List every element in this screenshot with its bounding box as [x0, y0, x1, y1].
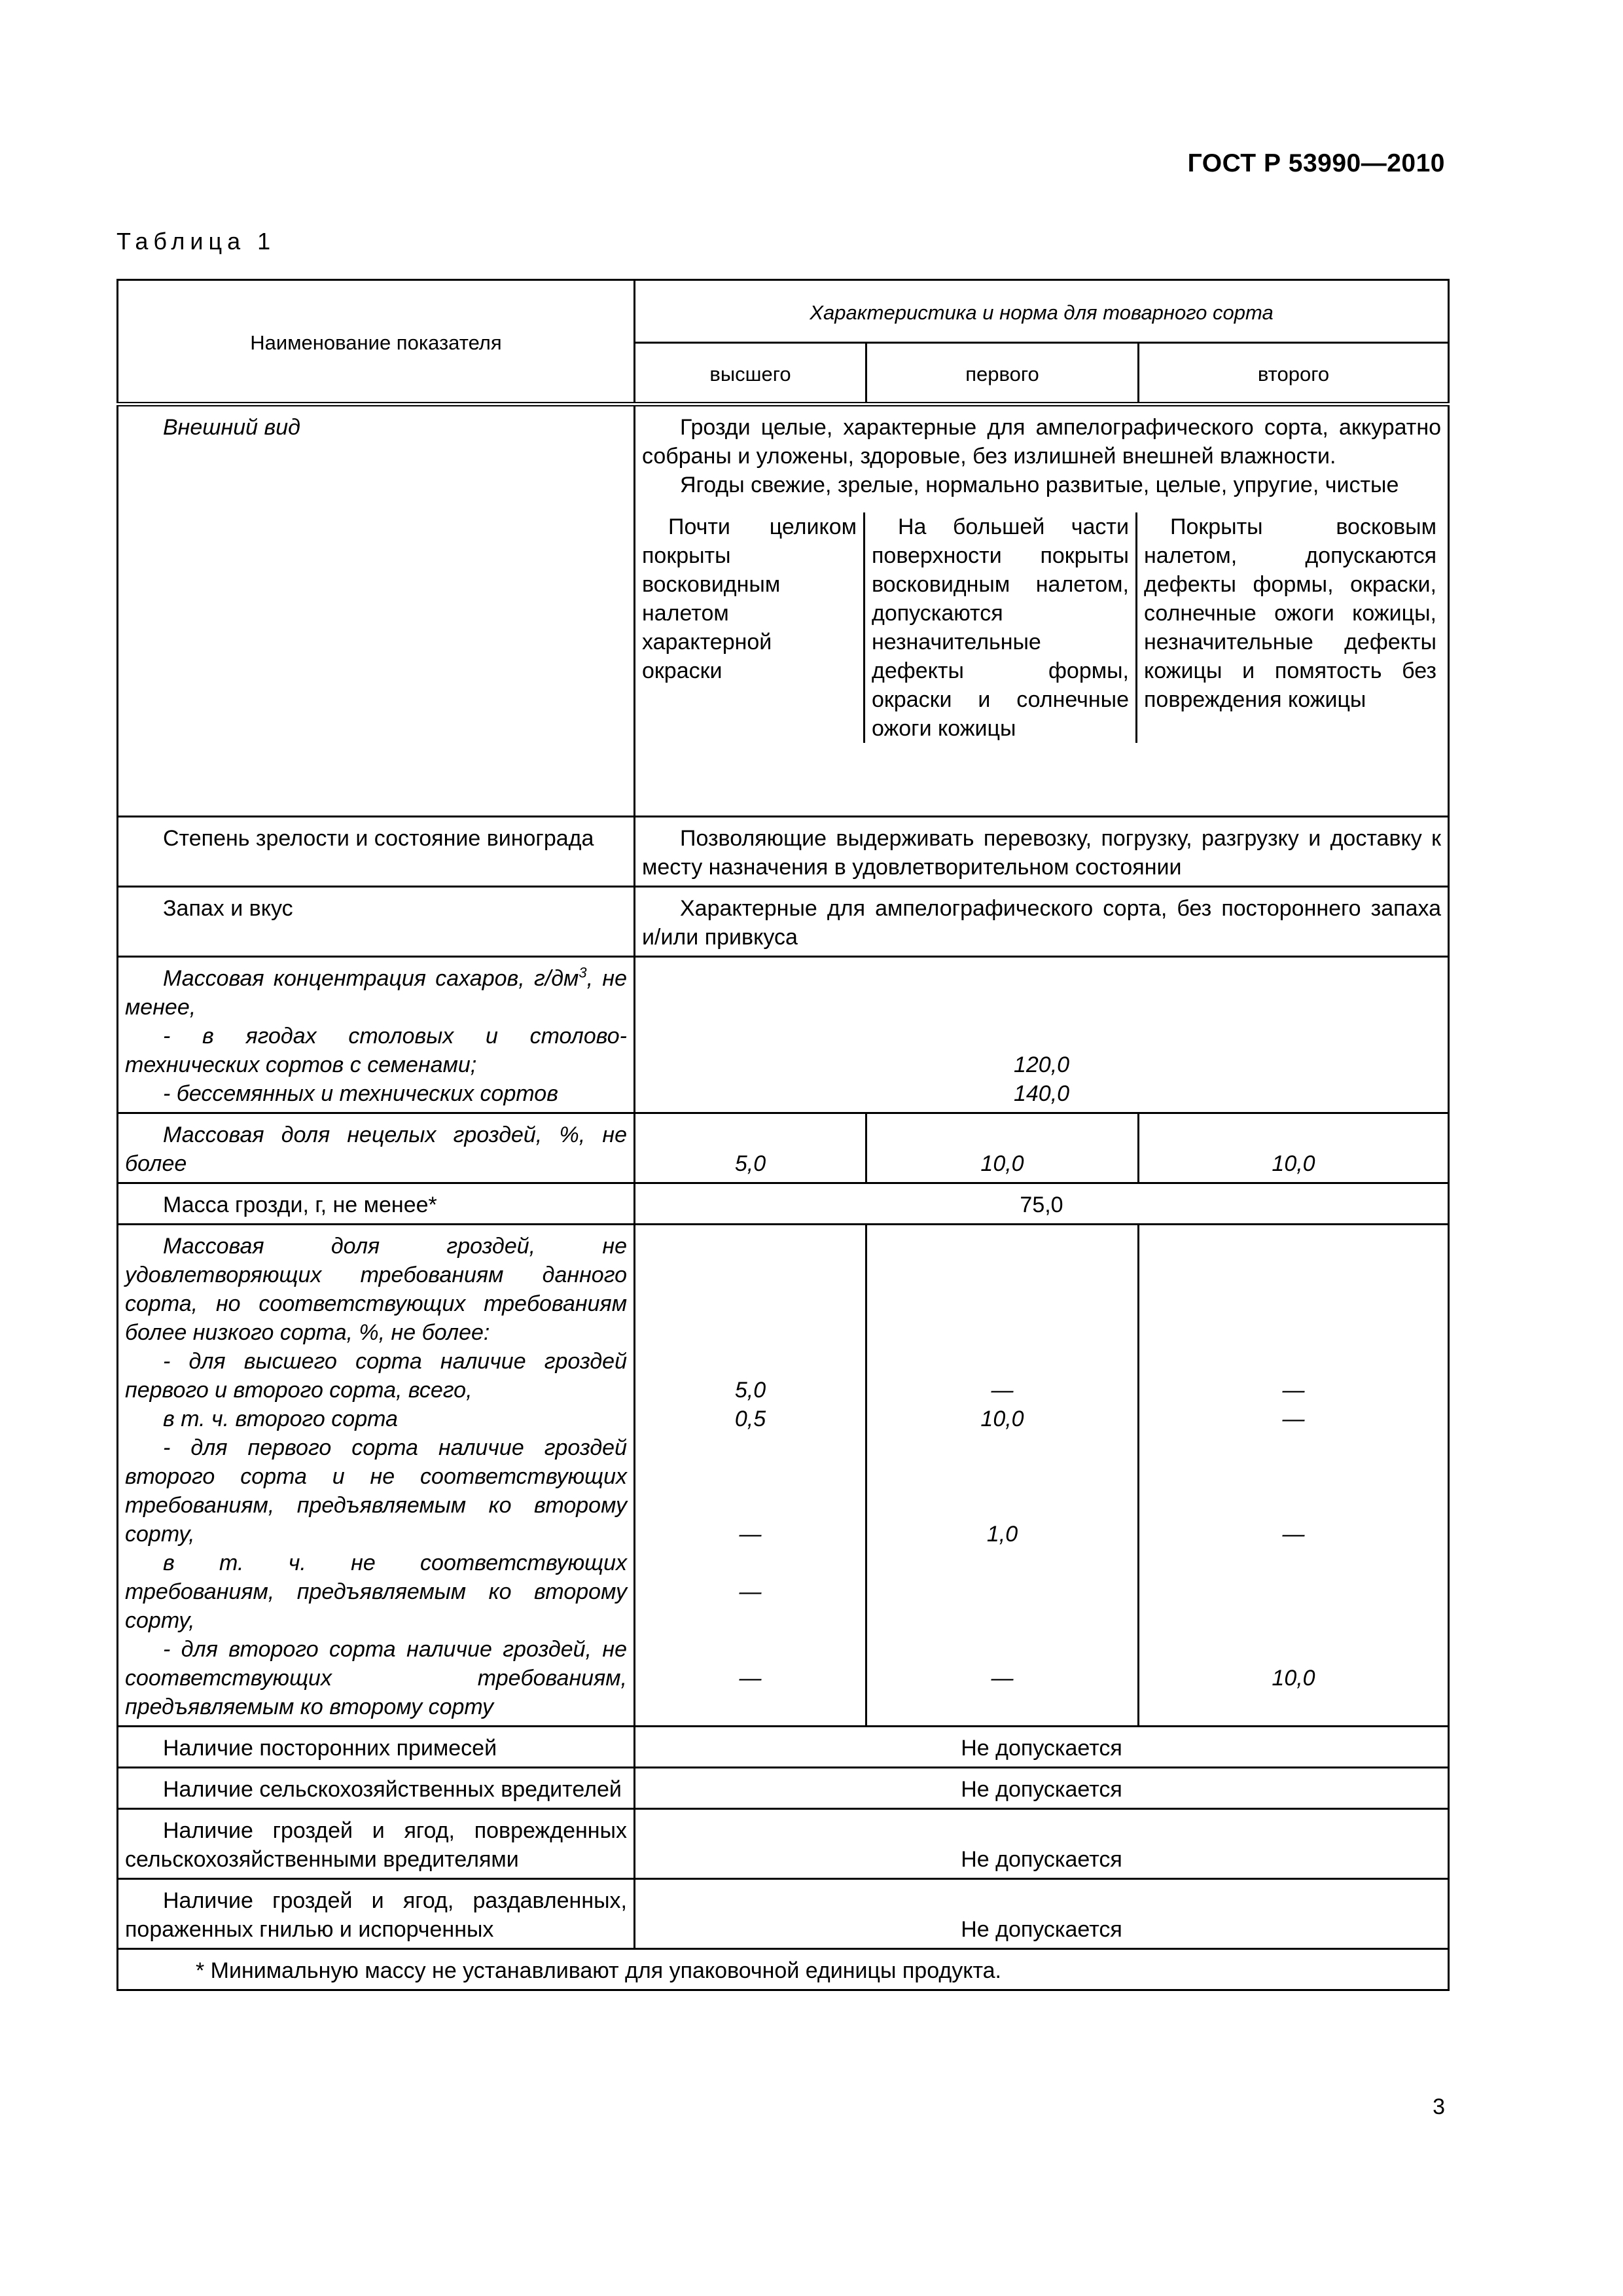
sugar-value-seedless: 140,0: [1013, 1081, 1070, 1106]
document-code: ГОСТ Р 53990—2010: [1187, 149, 1445, 177]
sugar-value-seeded: 120,0: [1013, 1052, 1070, 1077]
row-name: Массовая концентрация сахаров, $г/дм^3$, не менее, - в ягодах столовых и столово-технических сортов с семенами; - бессемянных и технических сортов: [118, 957, 635, 1113]
row-sugar: [118, 957, 1449, 1113]
value-second: 10,0: [1139, 1113, 1449, 1183]
row-value: Позволяющие выдерживать перевозку, погрузку, разгрузку и доставку к месту назначения в удовлетворительном состоянии: [635, 817, 1449, 887]
header-grade-group: Характеристика и норма для товарного сорта: [635, 280, 1449, 343]
value-highest: 5,0 0,5 — — —: [635, 1225, 866, 1727]
appearance-highest: Почти целиком покрыты восковидным налетом характерной окраски: [635, 512, 865, 743]
appearance-second: Покрыты восковым налетом, допускаются дефекты формы, окраски, солнечные ожоги кожицы, незначительные дефекты кожицы и помятость без повреждения кожицы: [1144, 514, 1436, 712]
row-name: Масса грозди, г, не менее*: [118, 1183, 635, 1225]
row-value: Не допускается: [635, 1879, 1449, 1949]
table-title: Таблица 1: [116, 228, 276, 255]
row-name: Степень зрелости и состояние винограда: [118, 817, 635, 887]
header-grade-second: второго: [1139, 343, 1449, 404]
header-grade-highest: высшего: [635, 343, 866, 404]
row-name: Наличие гроздей и ягод, раздавленных, пораженных гнилью и испорченных: [118, 1879, 635, 1949]
header-grade-first: первого: [866, 343, 1139, 404]
row-footnote: [118, 1949, 1449, 1990]
row-pests: [118, 1768, 1449, 1809]
row-name: Массовая доля нецелых гроздей, %, не более: [118, 1113, 635, 1183]
row-broken-bunches: [118, 1113, 1449, 1183]
row-name: Наличие посторонних примесей: [118, 1727, 635, 1768]
header-indicator-name: Наименование показателя: [118, 280, 635, 404]
row-crushed: [118, 1879, 1449, 1949]
quality-table: [116, 279, 1450, 1991]
row-value: Характерные для ампелографического сорта, без постороннего запаха и/или привкуса: [635, 887, 1449, 957]
row-smell-taste: [118, 887, 1449, 957]
appearance-grades: [635, 512, 1448, 743]
row-value: 75,0: [635, 1183, 1449, 1225]
appearance-berries: Ягоды свежие, зрелые, нормально развитые, целые, упругие, чистые: [680, 473, 1399, 497]
appearance-bunches: Грозди целые, характерные для ампелографического сорта, аккуратно собраны и уложены, здоровые, без излишней внешней влажности.: [642, 415, 1442, 469]
row-value: Не допускается: [635, 1768, 1449, 1809]
value-highest: 5,0: [635, 1113, 866, 1183]
row-impurities: [118, 1727, 1449, 1768]
appearance-common: [635, 404, 1449, 817]
table-footnote: * Минимальную массу не устанавливают для упаковочной единицы продукта.: [118, 1949, 1449, 1990]
row-damaged: [118, 1809, 1449, 1879]
value-first: — 10,0 1,0 —: [866, 1225, 1139, 1727]
row-name: Запах и вкус: [118, 887, 635, 957]
row-name: Наличие гроздей и ягод, поврежденных сельскохозяйственными вредителями: [118, 1809, 635, 1879]
row-ripeness: [118, 817, 1449, 887]
row-value: Не допускается: [635, 1809, 1449, 1879]
row-name: Наличие сельскохозяйственных вредителей: [118, 1768, 635, 1809]
row-value: [635, 957, 1449, 1113]
row-appearance: [118, 404, 1449, 817]
row-grade-mismatch: [118, 1225, 1449, 1727]
row-bunch-mass: [118, 1183, 1449, 1225]
row-name: Массовая доля гроздей, не удовлетворяющих требованиям данного сорта, но соответствующих требованиям более низкого сорта, %, не более: - для высшего сорта наличие гроздей первого и второго сорта, всего, в т. ч. второго сорта - для первого сорта наличие гроздей второго сорта и не соответствующих требованиям, предъявляемым ко второму сорту, в т. ч. не соответствующих требованиям, предъявляемым ко второму сорту, - для второго сорта наличие гроздей, не соответствующих требованиям, предъявляемым ко второму сорту: [118, 1225, 635, 1727]
row-name: Внешний вид: [118, 404, 635, 817]
value-first: 10,0: [866, 1113, 1139, 1183]
row-value: Не допускается: [635, 1727, 1449, 1768]
value-second: — — — 10,0: [1139, 1225, 1449, 1727]
appearance-first: На большей части поверхности покрыты восковидным налетом, допускаются незначительные дефекты формы, окраски и солнечные ожоги кожицы: [865, 512, 1137, 743]
page-number: 3: [1433, 2094, 1445, 2119]
